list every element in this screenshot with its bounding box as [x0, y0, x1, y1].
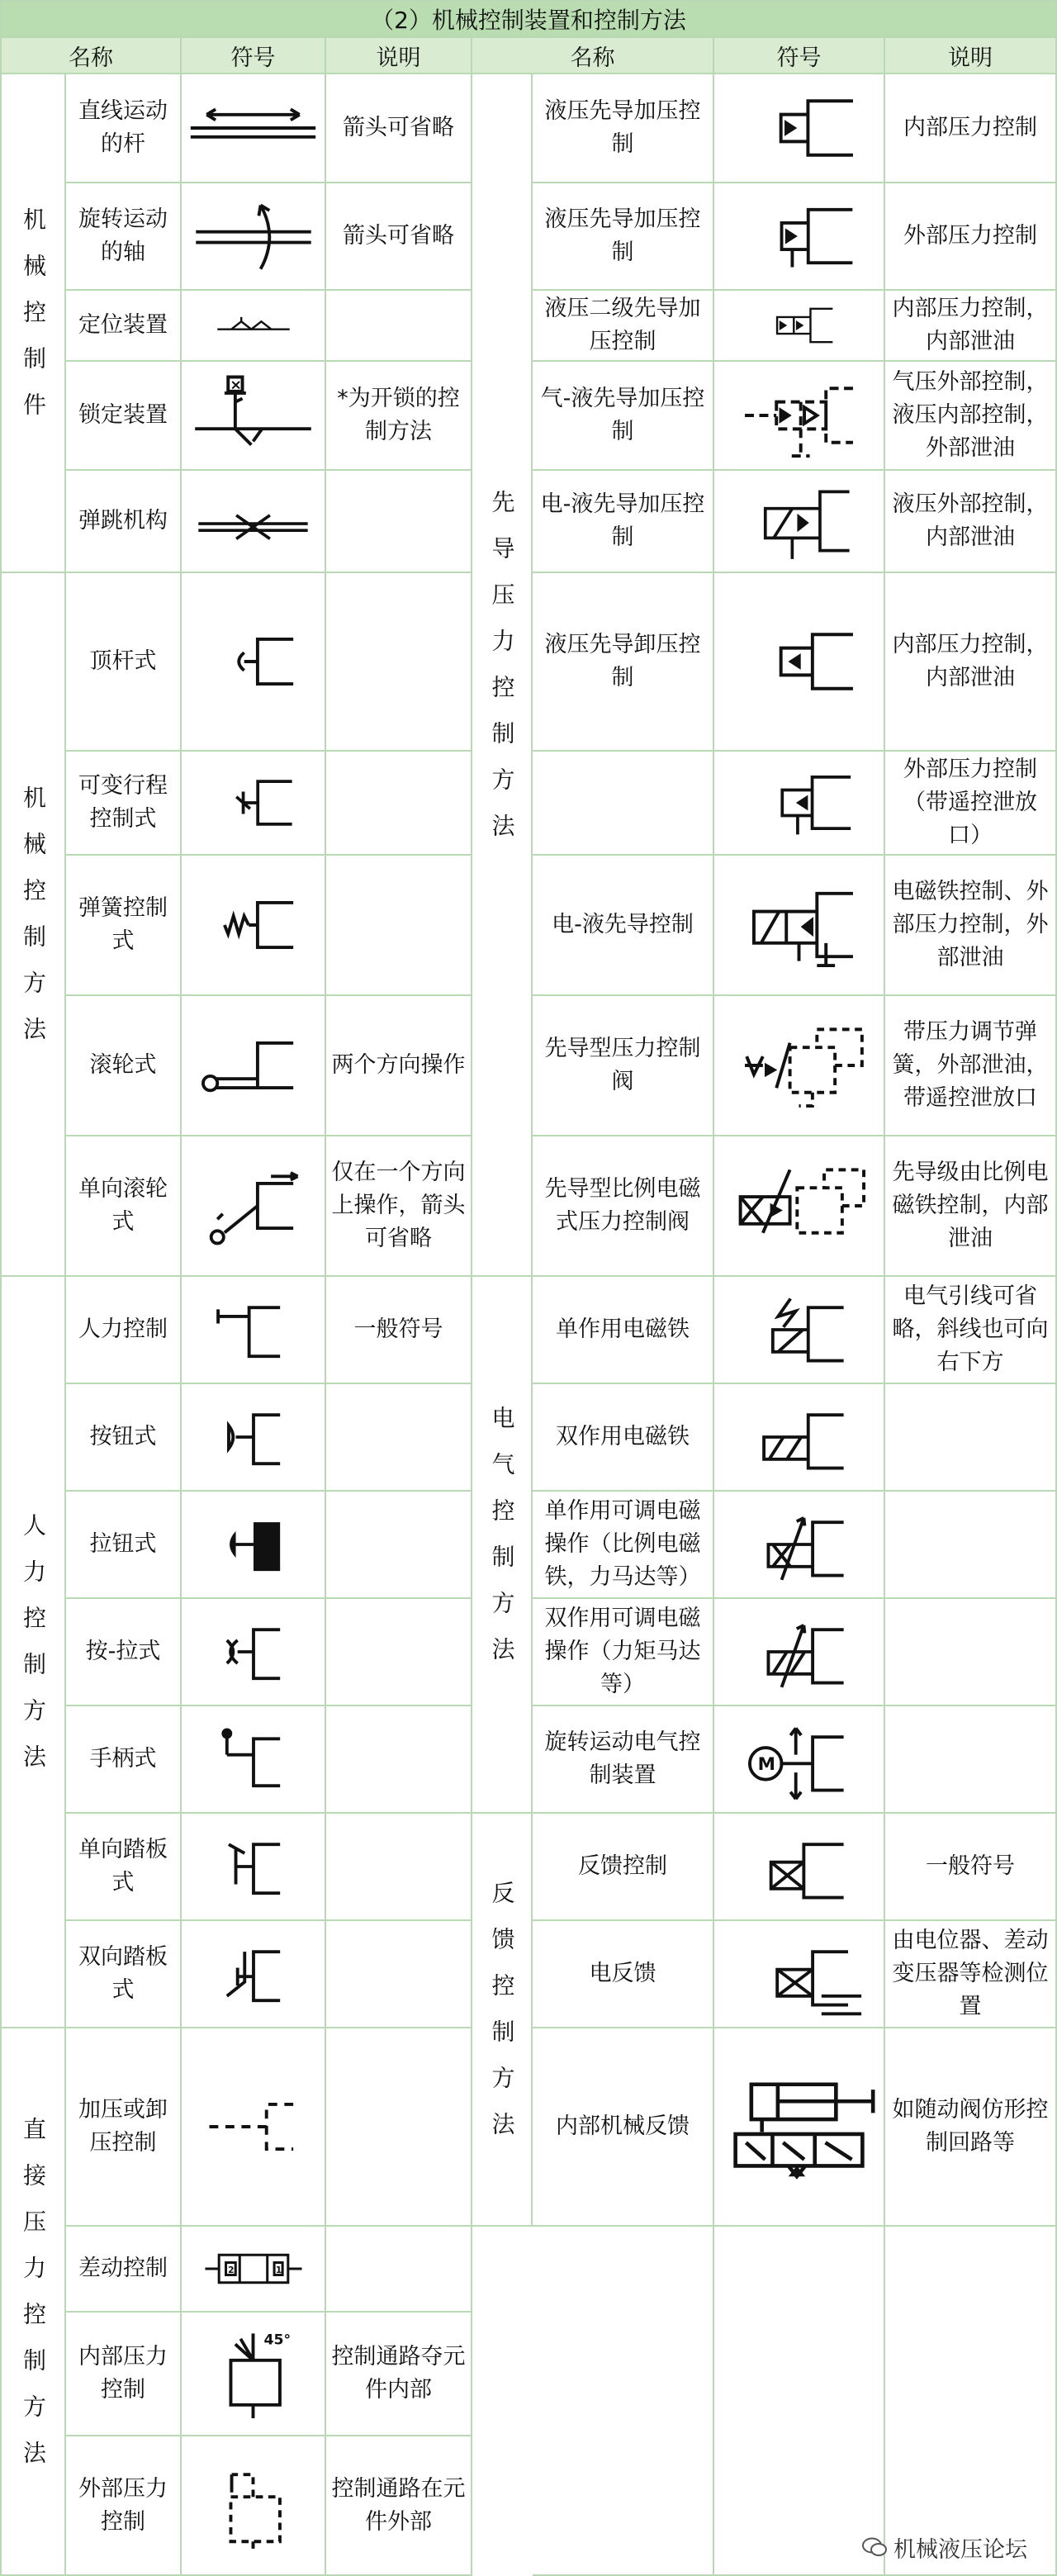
pilot-relief-int-symbol-icon: [727, 612, 871, 711]
detent-symbol-icon: [209, 295, 298, 356]
item-desc: 箭头可省略: [343, 115, 454, 140]
item-name: 锁定装置: [78, 402, 168, 428]
svg-text:×: ×: [230, 377, 242, 394]
item-name: 顶杆式: [89, 648, 157, 674]
right-row-name: [533, 183, 714, 291]
item-name: 差动控制: [78, 2256, 168, 2281]
right-row-name: [533, 74, 714, 183]
left-row-desc: [326, 1136, 472, 1277]
left-row-name: [66, 856, 182, 996]
left-row-desc: [326, 1814, 472, 1921]
item-desc: 两个方向操作: [331, 1052, 466, 1078]
right-row-name: [533, 2028, 714, 2227]
item-name: 拉钮式: [89, 1531, 157, 1557]
item-name: 单向踏板式: [78, 1837, 168, 1895]
right-row-symbol: [714, 1136, 885, 1277]
left-row-name: [66, 1384, 182, 1492]
left-group-3: [0, 2028, 66, 2576]
right-empty-desc: [885, 2227, 1057, 2576]
left-row-symbol: [182, 2028, 326, 2227]
left-row-symbol: [182, 1814, 326, 1921]
left-row-symbol: [182, 1706, 326, 1814]
left-row-desc: [326, 1706, 472, 1814]
left-row-desc: [326, 996, 472, 1136]
item-desc: 箭头可省略: [343, 223, 454, 249]
group-label: 电气控制方法: [488, 1406, 516, 1683]
left-row-desc: [326, 1921, 472, 2028]
right-row-name: [533, 1384, 714, 1492]
air-oil-pilot-symbol-icon: [727, 366, 871, 465]
push-pull-symbol-icon: [182, 1603, 325, 1701]
item-name: 弹簧控制式: [78, 895, 168, 954]
right-row-name: [533, 1921, 714, 2028]
left-row-symbol: [182, 471, 326, 573]
right-row-symbol: [714, 362, 885, 471]
right-group-0: [472, 74, 533, 1277]
differential-symbol-icon: [198, 2231, 309, 2307]
left-row-symbol: [182, 74, 326, 183]
left-row-desc: [326, 2028, 472, 2227]
item-name: 旋转运动电气控制装置: [544, 1729, 701, 1788]
pilot-relief-ext-symbol-icon: [731, 756, 868, 850]
item-name: 加压或卸压控制: [78, 2097, 168, 2156]
group-label: 机械控制件: [20, 207, 47, 439]
column-header-symbol: [714, 38, 885, 74]
item-desc: 外部压力控制: [903, 223, 1037, 249]
left-row-name: [66, 1814, 182, 1921]
item-name: 反馈控制: [578, 1853, 667, 1879]
right-empty-name: [533, 2227, 714, 2576]
solenoid-double-symbol-icon: [728, 1388, 870, 1486]
item-name: 直线运动的杆: [78, 98, 168, 157]
item-desc: 外部压力控制（带遥控泄放口）: [903, 757, 1037, 848]
item-name: 按钮式: [89, 1424, 157, 1449]
item-desc: 一般符号: [353, 1316, 443, 1342]
right-row-name: [533, 362, 714, 471]
group-label: 机械控制方法: [20, 785, 47, 1063]
group-label: 反馈控制方法: [488, 1881, 516, 2158]
left-row-desc: [326, 1277, 472, 1384]
item-desc: 电磁铁控制、外部压力控制，外部泄油: [892, 879, 1049, 970]
item-name: 先导型压力控制阀: [544, 1036, 701, 1094]
left-row-symbol: [182, 362, 326, 471]
left-row-desc: [326, 74, 472, 183]
right-row-name: [533, 1706, 714, 1814]
left-row-name: [66, 471, 182, 573]
left-row-symbol: [182, 291, 326, 362]
right-row-symbol: [714, 291, 885, 362]
column-header-label: 名称: [570, 45, 615, 71]
item-name: 手柄式: [89, 1746, 157, 1772]
lock-symbol-icon: [182, 366, 325, 465]
item-name: 液压二级先导加压控制: [544, 296, 701, 354]
solenoid-single-symbol-icon: [728, 1281, 870, 1378]
pilot-internal-symbol-icon: [727, 78, 871, 178]
item-name: 弹跳机构: [78, 508, 168, 534]
left-row-name: [66, 1277, 182, 1384]
item-desc: 内部压力控制: [903, 115, 1037, 140]
right-row-name: [533, 1814, 714, 1921]
right-row-name: [533, 1136, 714, 1277]
item-name: 滚轮式: [89, 1052, 157, 1078]
item-desc: 气压外部控制，液压内部控制，外部泄油: [892, 369, 1049, 461]
right-group-1: [472, 1277, 533, 1814]
left-row-name: [66, 291, 182, 362]
manual-symbol-icon: [182, 1281, 325, 1378]
right-row-symbol: [714, 74, 885, 183]
item-desc: 控制通路在元件外部: [331, 2475, 466, 2535]
left-row-symbol: [182, 1136, 326, 1277]
right-row-name: [533, 856, 714, 996]
right-row-symbol: [714, 1384, 885, 1492]
elec-oil-pilot-symbol-icon: [732, 475, 866, 567]
right-row-symbol: [714, 1492, 885, 1599]
item-name: 单作用可调电磁操作（比例电磁铁，力马达等）: [544, 1498, 701, 1590]
item-name: 液压先导加压控制: [544, 206, 701, 265]
column-header-label: 说明: [376, 45, 421, 71]
left-row-name: [66, 183, 182, 291]
feedback-symbol-icon: [728, 1818, 870, 1915]
watermark-text: 机械液压论坛: [893, 2536, 1027, 2563]
right-row-desc: [885, 752, 1057, 856]
left-group-0: [0, 74, 66, 573]
column-header-label: 名称: [69, 45, 113, 71]
item-name: 旋转运动的轴: [78, 206, 168, 265]
right-row-desc: [885, 362, 1057, 471]
right-row-desc: [885, 1384, 1057, 1492]
table-title-text: （2）机械控制装置和控制方法: [371, 7, 686, 34]
left-row-desc: [326, 2436, 472, 2576]
left-row-desc: [326, 2227, 472, 2313]
svg-text:2: 2: [227, 2265, 235, 2276]
item-name: 双作用可调电磁操作（力矩马达等）: [544, 1606, 701, 1697]
right-row-desc: [885, 471, 1057, 573]
left-row-symbol: [182, 996, 326, 1136]
left-row-name: [66, 1921, 182, 2028]
left-row-name: [66, 1599, 182, 1706]
item-desc: *为开锁的控制方法: [337, 386, 460, 444]
motor-symbol-icon: [728, 1710, 870, 1808]
left-row-desc: [326, 471, 472, 573]
pilot-valve-symbol-icon: [727, 1016, 871, 1115]
right-row-symbol: [714, 1814, 885, 1921]
left-group-1: [0, 573, 66, 1277]
item-name: 先导型比例电磁式压力控制阀: [544, 1176, 701, 1235]
item-name: 定位装置: [78, 312, 168, 338]
right-row-desc: [885, 2028, 1057, 2227]
item-name: 单作用电磁铁: [556, 1316, 690, 1342]
right-row-symbol: [714, 856, 885, 996]
left-row-name: [66, 2436, 182, 2576]
right-row-desc: [885, 1814, 1057, 1921]
left-row-name: [66, 1492, 182, 1599]
watermark: [862, 2531, 1052, 2564]
left-row-name: [66, 1136, 182, 1277]
left-row-desc: [326, 752, 472, 856]
prop-solenoid-single-symbol-icon: [728, 1496, 870, 1593]
item-desc: 一般符号: [926, 1853, 1015, 1879]
right-row-symbol: [714, 752, 885, 856]
item-name: 电反馈: [589, 1961, 656, 1986]
left-row-name: [66, 2028, 182, 2227]
left-row-symbol: [182, 183, 326, 291]
left-row-symbol: [182, 2313, 326, 2436]
pilot-external-symbol-icon: [728, 187, 870, 285]
mech-feedback-symbol-icon: [714, 2044, 884, 2209]
right-row-name: [533, 1599, 714, 1706]
svg-text:M: M: [757, 1753, 775, 1775]
pedal-double-symbol-icon: [182, 1925, 325, 2023]
pull-button-symbol-icon: [182, 1496, 325, 1593]
plunger-symbol-icon: [182, 612, 325, 711]
right-row-desc: [885, 856, 1057, 996]
left-row-symbol: [182, 752, 326, 856]
left-row-symbol: [182, 1492, 326, 1599]
right-row-desc: [885, 1706, 1057, 1814]
right-row-symbol: [714, 1706, 885, 1814]
item-name: 按-拉式: [85, 1639, 161, 1664]
pressure-symbol-icon: [182, 2077, 325, 2176]
external-pressure-symbol-icon: [182, 2456, 325, 2555]
roller-symbol-icon: [182, 1016, 325, 1115]
group-label: 直接压力控制方法: [20, 2116, 47, 2487]
column-header-desc: [326, 38, 472, 74]
left-row-desc: [326, 573, 472, 752]
left-row-desc: [326, 183, 472, 291]
linear-rod-symbol-icon: [182, 78, 325, 178]
right-row-desc: [885, 183, 1057, 291]
elec-feedback-symbol-icon: [728, 1925, 870, 2023]
left-row-desc: [326, 1384, 472, 1492]
item-desc: 内部压力控制，内部泄油: [892, 296, 1049, 354]
item-name: 电-液先导控制: [552, 912, 694, 937]
item-desc: 如随动阀仿形控制回路等: [892, 2097, 1049, 2156]
item-name: 内部压力控制: [78, 2344, 168, 2403]
column-header-symbol: [182, 38, 326, 74]
item-desc: 控制通路夺元件内部: [331, 2344, 466, 2403]
right-row-desc: [885, 291, 1057, 362]
pedal-single-symbol-icon: [182, 1818, 325, 1915]
rotating-shaft-symbol-icon: [182, 187, 325, 285]
item-desc: 带压力调节弹簧，外部泄油，带遥控泄放口: [892, 1019, 1049, 1111]
left-row-name: [66, 362, 182, 471]
left-row-symbol: [182, 573, 326, 752]
group-label: 先导压力控制方法: [488, 490, 516, 860]
prop-solenoid-double-symbol-icon: [728, 1603, 870, 1701]
item-name: 电-液先导加压控制: [540, 491, 705, 550]
right-group-2: [472, 1814, 533, 2227]
right-row-name: [533, 752, 714, 856]
column-header-label: 说明: [948, 45, 993, 71]
left-row-symbol: [182, 1921, 326, 2028]
left-row-symbol: [182, 1277, 326, 1384]
right-row-symbol: [714, 471, 885, 573]
right-row-symbol: [714, 1277, 885, 1384]
variable-stroke-symbol-icon: [185, 756, 322, 850]
item-desc: 由电位器、差动变压器等检测位置: [892, 1928, 1049, 2019]
push-button-symbol-icon: [182, 1388, 325, 1486]
internal-pressure-symbol-icon: [182, 2324, 325, 2423]
item-name: 双向踏板式: [78, 1944, 168, 2003]
left-row-symbol: [182, 2227, 326, 2313]
column-header-name: [472, 38, 714, 74]
right-row-name: [533, 291, 714, 362]
wechat-icon: [862, 2537, 887, 2557]
right-row-name: [533, 573, 714, 752]
left-row-desc: [326, 362, 472, 471]
right-row-desc: [885, 1277, 1057, 1384]
item-desc: 内部压力控制，内部泄油: [892, 632, 1049, 690]
left-row-name: [66, 74, 182, 183]
left-row-name: [66, 2313, 182, 2436]
right-row-desc: [885, 74, 1057, 183]
item-desc: 电气引线可省略，斜线也可向右下方: [892, 1283, 1049, 1375]
left-row-name: [66, 1706, 182, 1814]
left-group-2: [0, 1277, 66, 2028]
item-name: 液压先导卸压控制: [544, 632, 701, 690]
column-header-desc: [885, 38, 1057, 74]
left-row-desc: [326, 856, 472, 996]
one-way-roller-symbol-icon: [182, 1156, 325, 1255]
left-row-symbol: [182, 1384, 326, 1492]
right-row-desc: [885, 996, 1057, 1136]
left-row-name: [66, 2227, 182, 2313]
left-row-desc: [326, 1492, 472, 1599]
left-row-name: [66, 752, 182, 856]
right-row-symbol: [714, 573, 885, 752]
item-name: 人力控制: [78, 1316, 168, 1342]
right-row-symbol: [714, 996, 885, 1136]
left-row-symbol: [182, 1599, 326, 1706]
item-name: 液压先导加压控制: [544, 98, 701, 157]
column-header-name: [0, 38, 182, 74]
left-row-desc: [326, 2313, 472, 2436]
left-row-symbol: [182, 2436, 326, 2576]
item-desc: 液压外部控制，内部泄油: [892, 491, 1049, 550]
right-row-desc: [885, 1492, 1057, 1599]
svg-text:45°: 45°: [263, 2332, 292, 2349]
right-empty-symbol: [714, 2227, 885, 2576]
right-row-name: [533, 1277, 714, 1384]
lever-symbol-icon: [182, 1710, 325, 1808]
right-row-symbol: [714, 1599, 885, 1706]
item-name: 可变行程控制式: [78, 773, 168, 832]
right-row-symbol: [714, 2028, 885, 2227]
right-row-name: [533, 471, 714, 573]
left-row-desc: [326, 291, 472, 362]
over-center-symbol-icon: [186, 475, 320, 567]
left-row-name: [66, 573, 182, 752]
svg-text:1: 1: [275, 2265, 282, 2276]
right-row-desc: [885, 1599, 1057, 1706]
two-stage-pilot-symbol-icon: [755, 295, 844, 356]
item-name: 双作用电磁铁: [556, 1424, 690, 1449]
right-row-symbol: [714, 1921, 885, 2028]
right-row-name: [533, 1492, 714, 1599]
elec-oil-relief-symbol-icon: [727, 875, 871, 975]
spring-symbol-icon: [182, 875, 325, 975]
item-name: 内部机械反馈: [556, 2113, 690, 2139]
group-label: 人力控制方法: [20, 1513, 47, 1791]
right-row-name: [533, 996, 714, 1136]
left-row-name: [66, 996, 182, 1136]
right-row-symbol: [714, 183, 885, 291]
right-row-desc: [885, 1136, 1057, 1277]
left-row-symbol: [182, 856, 326, 996]
item-desc: 先导级由比例电磁铁控制，内部泄油: [892, 1160, 1049, 1251]
right-row-desc: [885, 573, 1057, 752]
item-name: 外部压力控制: [78, 2475, 168, 2535]
column-header-label: 符号: [776, 45, 822, 71]
table-title: [0, 0, 1057, 38]
prop-pilot-valve-symbol-icon: [727, 1156, 871, 1255]
column-header-label: 符号: [230, 45, 276, 71]
item-name: 单向滚轮式: [78, 1176, 168, 1235]
left-row-desc: [326, 1599, 472, 1706]
item-desc: 仅在一个方向上操作，箭头可省略: [331, 1160, 466, 1251]
right-row-desc: [885, 1921, 1057, 2028]
item-name: 气-液先导加压控制: [540, 386, 705, 444]
